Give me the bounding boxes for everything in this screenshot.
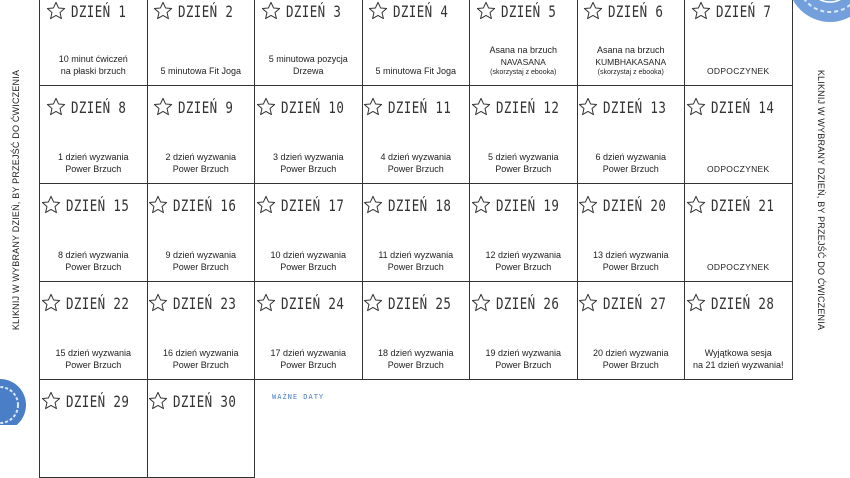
day-label: DZIEŃ 7	[715, 1, 772, 21]
star-icon	[362, 194, 384, 216]
day-label: DZIEŃ 15	[65, 195, 129, 215]
day-label: DZIEŃ 29	[65, 391, 129, 411]
workout-description	[472, 249, 575, 273]
day-label: DZIEŃ 27	[603, 293, 667, 313]
description-line: 11 dzień wyzwania	[378, 250, 454, 260]
description-line: Power Brzuch	[602, 164, 659, 174]
day-cell-26[interactable]	[469, 281, 578, 380]
description-line: 1 dzień wyzwania	[57, 152, 129, 162]
star-icon	[45, 96, 67, 118]
day-label: DZIEŃ 24	[280, 293, 344, 313]
day-label: DZIEŃ 5	[500, 1, 557, 21]
day-header	[148, 390, 255, 412]
description-line: 6 dzień wyzwania	[595, 152, 667, 162]
star-icon	[475, 0, 497, 22]
description-line: ODPOCZYNEK	[706, 66, 770, 76]
workout-description	[472, 347, 575, 371]
day-cell-1[interactable]	[39, 0, 148, 86]
description-line: Asana na brzuch	[489, 45, 558, 55]
workout-description	[42, 53, 145, 77]
day-cell-11[interactable]	[362, 85, 471, 184]
day-header	[685, 292, 792, 314]
day-cell-8[interactable]	[39, 85, 148, 184]
day-header	[363, 0, 470, 22]
day-header	[685, 96, 792, 118]
star-icon	[577, 194, 599, 216]
star-icon	[147, 390, 169, 412]
day-cell-9[interactable]	[147, 85, 256, 184]
workout-description	[150, 65, 253, 77]
description-line: 13 dzień wyzwania	[592, 250, 669, 260]
day-cell-25[interactable]	[362, 281, 471, 380]
day-cell-3[interactable]	[254, 0, 363, 86]
workout-description	[687, 347, 790, 371]
day-header	[363, 194, 470, 216]
star-icon	[45, 0, 67, 22]
important-dates-label: WAŻNE DATY	[272, 393, 325, 401]
description-line: Power Brzuch	[495, 262, 552, 272]
description-line: 9 dzień wyzwania	[165, 250, 237, 260]
star-icon	[577, 96, 599, 118]
day-header	[40, 292, 147, 314]
workout-description	[42, 249, 145, 273]
day-header	[148, 194, 255, 216]
star-icon	[40, 194, 62, 216]
description-line: Power Brzuch	[495, 360, 552, 370]
day-header	[40, 96, 147, 118]
description-line: Power Brzuch	[65, 360, 122, 370]
day-label: DZIEŃ 28	[710, 293, 774, 313]
star-icon	[147, 194, 169, 216]
day-header	[363, 96, 470, 118]
ebook-note: (skorzystaj z ebooka)	[490, 69, 557, 76]
day-label: DZIEŃ 23	[173, 293, 237, 313]
description-line: Wyjątkowa sesja	[704, 348, 772, 358]
day-header	[363, 292, 470, 314]
day-header	[578, 292, 685, 314]
description-line: Power Brzuch	[387, 164, 444, 174]
day-header	[255, 96, 362, 118]
workout-description	[150, 347, 253, 371]
day-cell-10[interactable]	[254, 85, 363, 184]
description-line: 20 dzień wyzwania	[592, 348, 669, 358]
description-line: 5 dzień wyzwania	[487, 152, 559, 162]
day-header	[40, 194, 147, 216]
day-header	[40, 0, 147, 22]
star-icon	[470, 194, 492, 216]
description-line: Power Brzuch	[387, 360, 444, 370]
star-icon	[690, 0, 712, 22]
description-line: 5 minutowa Fit Joga	[160, 66, 242, 76]
day-cell-21[interactable]	[684, 183, 793, 282]
description-line: 18 dzień wyzwania	[377, 348, 454, 358]
day-cell-12[interactable]	[469, 85, 578, 184]
description-line: 12 dzień wyzwania	[485, 250, 562, 260]
description-line: Power Brzuch	[387, 262, 444, 272]
day-cell-6[interactable]	[577, 0, 686, 86]
description-line: Power Brzuch	[495, 164, 552, 174]
star-icon	[255, 292, 277, 314]
workout-description	[472, 44, 575, 77]
description-line: Power Brzuch	[172, 164, 229, 174]
ebook-note: (skorzystaj z ebooka)	[597, 69, 664, 76]
star-icon	[362, 292, 384, 314]
day-header	[470, 292, 577, 314]
instruction-text: KLIKNIJ W WYBRANY DZIEŃ, BY PRZEJŚĆ DO ĆWICZENIA	[816, 69, 826, 331]
rest-day-text	[687, 163, 790, 175]
description-line: 5 minutowa pozycja	[268, 54, 348, 64]
day-cell-5[interactable]	[469, 0, 578, 86]
star-icon	[362, 96, 384, 118]
description-line: 15 dzień wyzwania	[55, 348, 132, 358]
star-icon	[582, 0, 604, 22]
description-line: Power Brzuch	[65, 262, 122, 272]
day-header	[148, 96, 255, 118]
description-line: 10 dzień wyzwania	[270, 250, 347, 260]
day-label: DZIEŃ 3	[285, 1, 342, 21]
description-line: Asana na brzuch	[596, 45, 665, 55]
day-cell-22[interactable]	[39, 281, 148, 380]
workout-description	[472, 151, 575, 175]
day-label: DZIEŃ 16	[173, 195, 237, 215]
workout-description	[365, 347, 468, 371]
workout-description	[580, 249, 683, 273]
star-icon	[685, 292, 707, 314]
description-line: Power Brzuch	[172, 262, 229, 272]
workout-description	[365, 65, 468, 77]
workout-description	[42, 151, 145, 175]
description-line: 16 dzień wyzwania	[162, 348, 239, 358]
description-line: 3 dzień wyzwania	[272, 152, 344, 162]
day-cell-13[interactable]	[577, 85, 686, 184]
description-line: 17 dzień wyzwania	[270, 348, 347, 358]
star-icon	[367, 0, 389, 22]
star-icon	[255, 194, 277, 216]
day-label: DZIEŃ 2	[178, 1, 234, 21]
workout-description	[257, 151, 360, 175]
day-label: DZIEŃ 6	[608, 1, 664, 21]
workout-description	[580, 151, 683, 175]
day-label: DZIEŃ 13	[603, 97, 667, 117]
rest-day-text	[687, 261, 790, 273]
day-header	[578, 0, 685, 22]
rest-day-text	[687, 65, 790, 77]
day-header	[578, 96, 685, 118]
day-cell-18[interactable]	[362, 183, 471, 282]
day-label: DZIEŃ 14	[710, 97, 774, 117]
description-line: Power Brzuch	[280, 360, 337, 370]
day-header	[685, 0, 792, 22]
day-header	[40, 390, 147, 412]
description-line: 2 dzień wyzwania	[165, 152, 237, 162]
description-line: NAVASANA	[500, 57, 546, 67]
description-line: 10 minut ćwiczeń	[58, 54, 128, 64]
day-label: DZIEŃ 10	[280, 97, 344, 117]
day-cell-17[interactable]	[254, 183, 363, 282]
day-label: DZIEŃ 12	[495, 97, 559, 117]
star-icon	[577, 292, 599, 314]
day-label: DZIEŃ 26	[495, 293, 559, 313]
day-label: DZIEŃ 21	[710, 195, 774, 215]
star-icon	[255, 96, 277, 118]
description-line: 19 dzień wyzwania	[485, 348, 562, 358]
star-icon	[152, 96, 174, 118]
day-cell-14[interactable]	[684, 85, 793, 184]
star-icon	[260, 0, 282, 22]
star-icon	[147, 292, 169, 314]
workout-description	[257, 347, 360, 371]
day-cell-16[interactable]	[147, 183, 256, 282]
day-cell-15[interactable]	[39, 183, 148, 282]
description-line: KUMBHAKASANA	[595, 57, 667, 67]
workout-description	[580, 347, 683, 371]
day-cell-24[interactable]	[254, 281, 363, 380]
day-header	[148, 0, 255, 22]
star-icon	[685, 194, 707, 216]
star-icon	[470, 96, 492, 118]
day-label: DZIEŃ 20	[603, 195, 667, 215]
description-line: Power Brzuch	[280, 262, 337, 272]
day-label: DZIEŃ 18	[388, 195, 452, 215]
star-icon	[40, 292, 62, 314]
star-icon	[40, 390, 62, 412]
day-label: DZIEŃ 17	[280, 195, 344, 215]
description-line: Power Brzuch	[65, 164, 122, 174]
day-label: DZIEŃ 22	[65, 293, 129, 313]
description-line: 4 dzień wyzwania	[380, 152, 452, 162]
day-header	[578, 194, 685, 216]
description-line: Power Brzuch	[172, 360, 229, 370]
day-cell-2[interactable]	[147, 0, 256, 86]
description-line: na płaski brzuch	[60, 66, 126, 76]
instruction-text: KLIKNIJ W WYBRANY DZIEŃ, BY PRZEJŚĆ DO ĆWICZENIA	[11, 69, 21, 331]
description-line: 8 dzień wyzwania	[57, 250, 129, 260]
day-cell-23[interactable]	[147, 281, 256, 380]
day-header	[255, 292, 362, 314]
day-label: DZIEŃ 8	[70, 97, 127, 117]
star-icon	[685, 96, 707, 118]
star-icon	[470, 292, 492, 314]
workout-description	[365, 151, 468, 175]
day-label: DZIEŃ 1	[70, 1, 127, 21]
day-cell-28[interactable]	[684, 281, 793, 380]
day-header	[470, 96, 577, 118]
day-label: DZIEŃ 4	[393, 1, 449, 21]
day-header	[470, 194, 577, 216]
description-line: na 21 dzień wyzwania!	[692, 360, 784, 370]
workout-description	[42, 347, 145, 371]
description-line: ODPOCZYNEK	[706, 164, 770, 174]
day-header	[470, 0, 577, 22]
day-header	[148, 292, 255, 314]
day-label: DZIEŃ 11	[388, 97, 452, 117]
workout-description	[257, 53, 360, 77]
description-line: Power Brzuch	[280, 164, 337, 174]
day-cell-20[interactable]	[577, 183, 686, 282]
workout-description	[150, 151, 253, 175]
day-cell-27[interactable]	[577, 281, 686, 380]
workout-description	[150, 249, 253, 273]
day-header	[685, 194, 792, 216]
description-line: Drzewa	[292, 66, 324, 76]
day-cell-4[interactable]	[362, 0, 471, 86]
day-label: DZIEŃ 9	[178, 97, 234, 117]
day-label: DZIEŃ 25	[388, 293, 452, 313]
day-header	[255, 194, 362, 216]
day-cell-30[interactable]	[147, 379, 256, 478]
day-label: DZIEŃ 30	[173, 391, 237, 411]
day-cell-29[interactable]	[39, 379, 148, 478]
description-line: ODPOCZYNEK	[706, 262, 770, 272]
star-icon	[152, 0, 174, 22]
workout-description	[580, 44, 683, 77]
day-label: DZIEŃ 19	[495, 195, 559, 215]
workout-description	[365, 249, 468, 273]
day-cell-7[interactable]	[684, 0, 793, 86]
workout-description	[257, 249, 360, 273]
description-line: Power Brzuch	[602, 360, 659, 370]
day-header	[255, 0, 362, 22]
description-line: 5 minutowa Fit Joga	[375, 66, 457, 76]
day-cell-19[interactable]	[469, 183, 578, 282]
description-line: Power Brzuch	[602, 262, 659, 272]
